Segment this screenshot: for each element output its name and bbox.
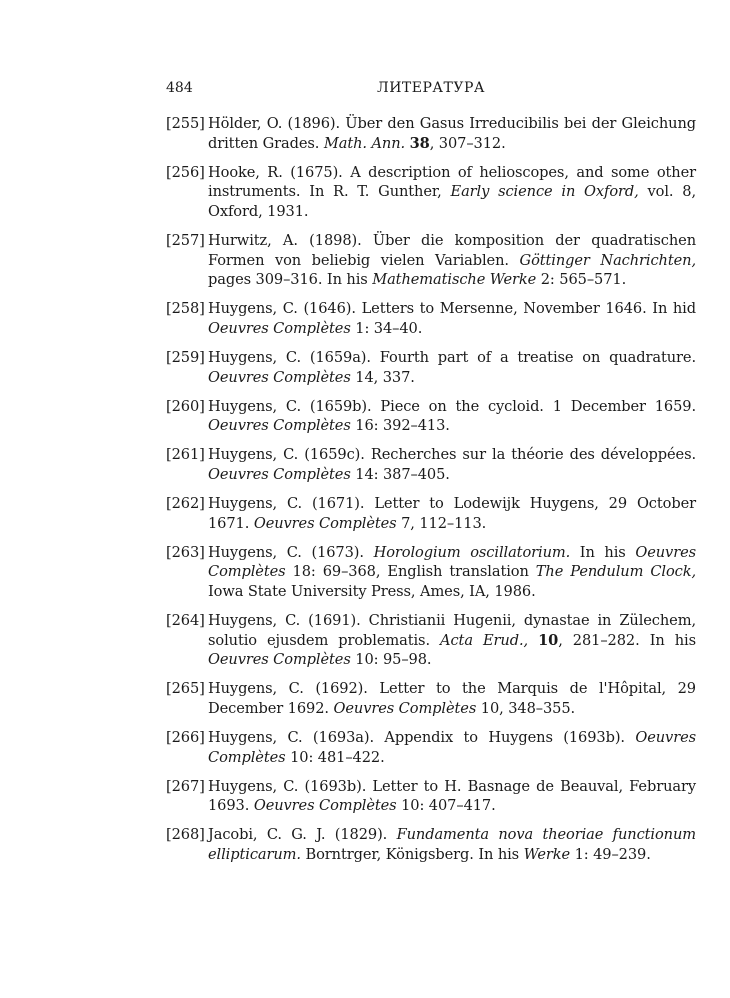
reference-text — [208, 494, 696, 533]
reference-italic-segment: Fundamenta nova theoriae functionum ellipticarum. — [208, 826, 697, 863]
reference-number: [265] — [166, 680, 205, 698]
reference-number: [260] — [166, 397, 205, 415]
reference-text-segment: Huygens, C. (1659a). Fourth part of a treatise on quadrature. — [208, 348, 696, 366]
reference-number: [264] — [166, 611, 205, 629]
reference-text — [208, 611, 696, 670]
reference-entry — [166, 679, 696, 718]
reference-text — [208, 728, 696, 767]
reference-text-segment: Iowa State University Press, Ames, IA, 1986. — [208, 582, 536, 600]
reference-text-segment: 10: 481–422. — [285, 748, 385, 766]
reference-text-segment: Hölder, O. (1896). Über den Gasus Irreducibilis bei der Gleichung dritten Grades. — [208, 115, 696, 152]
reference-italic-segment: Early science in Oxford, — [450, 183, 639, 201]
reference-text-segment: vol. 8, Oxford, 1931. — [208, 183, 696, 220]
reference-number: [263] — [166, 543, 205, 561]
reference-italic-segment: Göttinger Nachrichten, — [519, 251, 696, 269]
reference-italic-segment: Oeuvres Complètes — [253, 797, 397, 815]
reference-list — [166, 114, 696, 874]
reference-number: [257] — [166, 231, 205, 249]
reference-entry — [166, 728, 696, 767]
reference-italic-segment: Acta Erud., — [440, 631, 529, 649]
reference-text-segment — [528, 632, 538, 649]
reference-text — [208, 825, 696, 864]
reference-entry — [166, 231, 696, 290]
reference-text-segment: 10: 407–417. — [396, 797, 496, 815]
reference-text — [208, 348, 696, 387]
reference-italic-segment: Oeuvres Complètes — [253, 514, 397, 532]
reference-number: [266] — [166, 728, 205, 746]
reference-text — [208, 114, 696, 153]
reference-text-segment: Huygens, C. (1691). Christianii Hugenii, dynastae in Zülechem, solutio ejusdem problematis. — [208, 611, 696, 649]
page-number: 484 — [166, 80, 193, 96]
running-head — [166, 78, 696, 98]
reference-text-segment: 18: 69–368, English translation — [285, 563, 536, 581]
reference-italic-segment: The Pendulum Clock, — [535, 563, 696, 581]
reference-italic-segment: Oeuvres Complètes — [208, 465, 351, 483]
reference-text-segment: 2: 565–571. — [536, 271, 627, 289]
reference-text — [208, 299, 696, 338]
reference-entry — [166, 777, 696, 816]
reference-number: [256] — [166, 163, 205, 181]
reference-text — [208, 543, 696, 602]
reference-text-segment: 10: 95–98. — [350, 651, 432, 669]
reference-italic-segment: Horologium oscillatorium. — [373, 543, 571, 561]
reference-text-segment: 10, 348–355. — [476, 699, 576, 717]
reference-entry — [166, 611, 696, 670]
reference-italic-segment: Oeuvres Complètes — [208, 728, 696, 766]
reference-number: [267] — [166, 777, 205, 795]
reference-text-segment: 7, 112–113. — [396, 514, 487, 532]
reference-entry — [166, 825, 696, 864]
reference-italic-segment: Oeuvres Complètes — [208, 319, 351, 337]
reference-entry — [166, 445, 696, 484]
reference-text-segment: , 307–312. — [429, 134, 506, 152]
running-title: ЛИТЕРАТУРА — [377, 80, 485, 96]
reference-entry — [166, 348, 696, 387]
reference-bold-segment: 10 — [538, 631, 559, 649]
reference-entry — [166, 494, 696, 533]
reference-number: [268] — [166, 826, 205, 844]
reference-text — [208, 679, 696, 718]
reference-entry — [166, 543, 696, 602]
reference-italic-segment: Werke — [523, 845, 571, 863]
reference-text-segment: 14, 337. — [350, 368, 415, 386]
reference-text-segment: Huygens, C. (1659c). Recherches sur la théorie des développées. — [208, 446, 696, 464]
reference-text-segment: Huygens, C. (1646). Letters to Mersenne, November 1646. In hid — [208, 300, 696, 318]
reference-entry — [166, 299, 696, 338]
reference-bold-segment: 38 — [409, 134, 430, 152]
reference-text-segment: Huygens, C. (1693a). Appendix to Huygens (1693b). — [208, 728, 636, 746]
reference-text-segment: Huygens, C. (1692). Letter to the Marquis de l'Hôpital, 29 December 1692. — [208, 680, 696, 717]
reference-number: [255] — [166, 115, 205, 132]
reference-number: [261] — [166, 446, 205, 464]
reference-text-segment: pages 309–316. In his — [208, 271, 373, 289]
reference-text-segment: Huygens, C. (1659b). Piece on the cycloid. 1 December 1659. — [208, 397, 696, 415]
reference-text-segment: Huygens, C. (1671). Letter to Lodewijk Huygens, 29 October 1671. — [208, 495, 696, 532]
reference-number: [258] — [166, 300, 205, 318]
reference-text-segment: 16: 392–413. — [350, 417, 450, 435]
reference-italic-segment: Oeuvres Complètes — [208, 368, 351, 386]
reference-text — [208, 777, 696, 816]
reference-italic-segment: Mathematische Werke — [372, 271, 537, 289]
reference-text-segment: 1: 34–40. — [350, 319, 423, 337]
reference-text — [208, 445, 696, 484]
reference-italic-segment: Oeuvres Complètes — [333, 699, 477, 717]
reference-text — [208, 163, 696, 222]
reference-entry — [166, 114, 696, 153]
reference-text-segment: Hooke, R. (1675). A description of helioscopes, and some other instruments. In R. T. Gunther, — [208, 163, 696, 201]
reference-number: [259] — [166, 348, 205, 366]
reference-text-segment: Jacobi, C. G. J. (1829). — [208, 826, 397, 844]
reference-italic-segment: Math. Ann. — [323, 134, 406, 152]
reference-text-segment: Huygens, C. (1673). — [208, 543, 374, 561]
reference-text-segment: 1: 49–239. — [570, 845, 651, 863]
reference-italic-segment: Oeuvres Complètes — [208, 543, 696, 581]
reference-text-segment: Huygens, C. (1693b). Letter to H. Basnage de Beauval, February 1693. — [208, 777, 696, 815]
reference-text-segment: Borntrger, Königsberg. In his — [300, 845, 524, 863]
reference-text-segment: 14: 387–405. — [350, 465, 450, 483]
reference-text — [208, 397, 696, 436]
reference-text-segment: In his — [570, 543, 636, 561]
reference-text-segment: Hurwitz, A. (1898). Über die komposition der quadratischen Formen von beliebig vielen Variablen. — [208, 231, 696, 269]
reference-entry — [166, 397, 696, 436]
reference-text — [208, 231, 696, 290]
reference-italic-segment: Oeuvres Complètes — [208, 417, 351, 435]
reference-italic-segment: Oeuvres Complètes — [208, 651, 351, 669]
reference-number: [262] — [166, 495, 205, 512]
reference-entry — [166, 163, 696, 222]
reference-text-segment: , 281–282. In his — [558, 631, 696, 649]
